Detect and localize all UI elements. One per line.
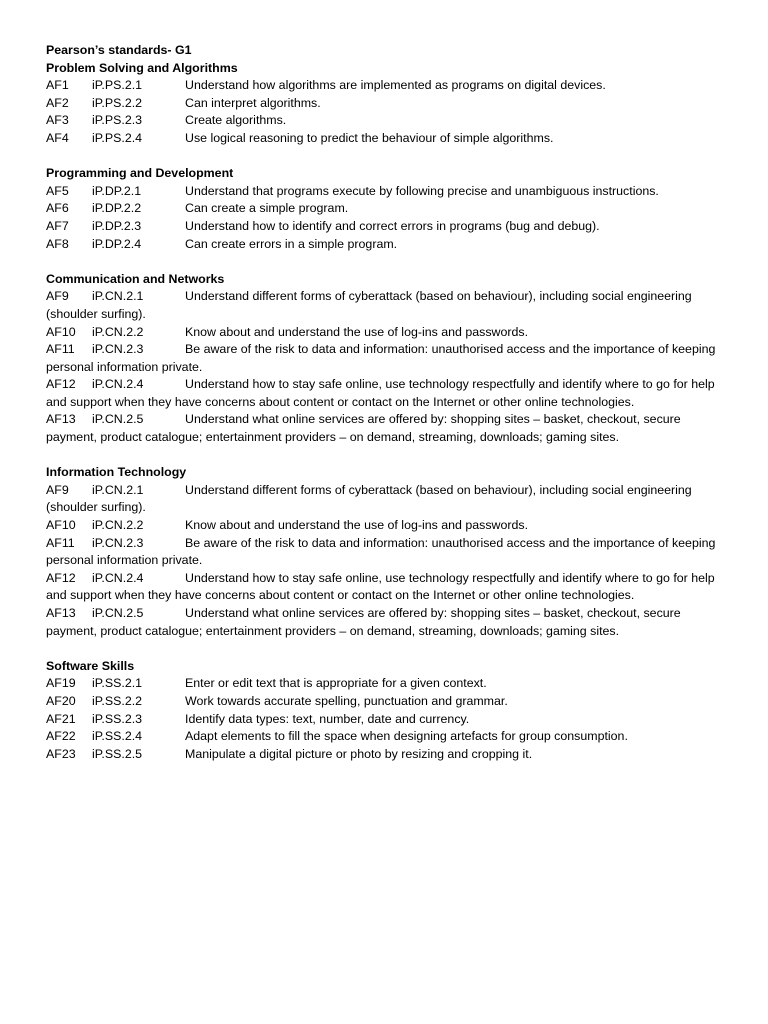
standard-description: Create algorithms. [185, 113, 287, 128]
standard-description: Can create a simple program. [185, 201, 349, 216]
standard-code: iP.CN.2.3 [92, 535, 144, 550]
standard-code: iP.PS.2.1 [92, 78, 143, 93]
af-code: AF1 [46, 78, 69, 93]
standard-description: Be aware of the risk to data and information: unauthorised access and the importance of keeping personal information private. [46, 535, 716, 568]
af-code: AF2 [46, 95, 69, 110]
af-code: AF22 [46, 729, 76, 744]
standard-description: Understand what online services are offered by: shopping sites – basket, checkout, secure payment, product catalogue; entertainment providers – on demand, streaming, downloads; gaming sites. [46, 606, 681, 638]
standards-section [46, 271, 726, 447]
standard-description: Know about and understand the use of log-ins and passwords. [185, 518, 529, 533]
standard-description: Manipulate a digital picture or photo by resizing and cropping it. [185, 746, 533, 761]
standard-description: Adapt elements to fill the space when designing artefacts for group consumption. [185, 729, 628, 744]
standard-description: Understand how algorithms are implemented as programs on digital devices. [185, 78, 606, 93]
standard-description: Use logical reasoning to predict the behaviour of simple algorithms. [185, 130, 554, 145]
standard-description: Understand how to stay safe online, use technology respectfully and identify where to go for help and support when they have concerns about content or contact on the Internet or other online technologies. [46, 377, 715, 409]
standards-sections [46, 60, 726, 764]
standard-description: Understand different forms of cyberattack (based on behaviour), including social engineering (shoulder surfing). [46, 482, 692, 515]
standard-code: iP.SS.2.5 [92, 746, 143, 761]
standard-description: Enter or edit text that is appropriate for a given context. [185, 676, 487, 691]
af-code: AF21 [46, 711, 76, 726]
standard-row [46, 746, 726, 764]
standard-code: iP.CN.2.4 [92, 377, 144, 392]
standard-row [46, 218, 726, 236]
af-code: AF20 [46, 693, 76, 708]
standard-description: Understand different forms of cyberattack (based on behaviour), including social engineering (shoulder surfing). [46, 289, 692, 321]
af-code: AF4 [46, 130, 69, 145]
standard-row [46, 517, 726, 535]
standard-code: iP.CN.2.4 [92, 570, 144, 585]
af-code: AF19 [46, 676, 76, 691]
standards-section [46, 60, 726, 148]
af-code: AF3 [46, 113, 69, 128]
standard-row [46, 693, 726, 711]
section-heading: Problem Solving and Algorithms [46, 60, 238, 75]
standard-row [46, 183, 726, 201]
standard-description: Can interpret algorithms. [185, 95, 321, 110]
af-code: AF7 [46, 218, 69, 233]
af-code: AF11 [46, 342, 75, 357]
standard-row [46, 711, 726, 729]
standard-code: iP.CN.2.5 [92, 412, 144, 427]
standard-row [46, 288, 726, 323]
standard-code: iP.CN.2.2 [92, 324, 144, 339]
section-heading: Communication and Networks [46, 271, 225, 286]
standard-row [46, 95, 726, 113]
section-heading: Information Technology [46, 465, 187, 480]
af-code: AF13 [46, 412, 76, 427]
standard-code: iP.CN.2.1 [92, 482, 144, 497]
document-title: Pearson’s standards- G1 [46, 43, 192, 57]
document-page [46, 42, 726, 781]
standard-row [46, 77, 726, 95]
standard-row [46, 130, 726, 148]
af-code: AF9 [46, 289, 69, 304]
standard-description: Understand what online services are offered by: shopping sites – basket, checkout, secure payment, product catalogue; entertainment providers – on demand, streaming, downloads; gaming sites. [46, 412, 681, 445]
standard-row [46, 200, 726, 218]
standard-code: iP.SS.2.1 [92, 676, 143, 691]
standard-row [46, 535, 726, 570]
standard-description: Identify data types: text, number, date and currency. [185, 711, 470, 726]
standards-section [46, 165, 726, 253]
af-code: AF23 [46, 746, 76, 761]
standard-description: Know about and understand the use of log-ins and passwords. [185, 324, 529, 339]
af-code: AF10 [46, 324, 76, 339]
standard-row [46, 411, 726, 446]
standards-section [46, 464, 726, 640]
standard-code: iP.SS.2.2 [92, 693, 143, 708]
standard-row [46, 112, 726, 130]
section-heading: Programming and Development [46, 166, 234, 181]
standard-description: Can create errors in a simple program. [185, 236, 398, 251]
standard-row [46, 605, 726, 640]
standard-code: iP.DP.2.3 [92, 218, 142, 233]
af-code: AF12 [46, 570, 76, 585]
af-code: AF6 [46, 201, 69, 216]
standard-code: iP.SS.2.4 [92, 729, 143, 744]
af-code: AF8 [46, 236, 69, 251]
standard-code: iP.PS.2.4 [92, 130, 143, 145]
standard-description: Understand how to stay safe online, use technology respectfully and identify where to go for help and support when they have concerns about content or contact on the Internet or other online technologies. [46, 570, 715, 603]
standard-code: iP.SS.2.3 [92, 711, 143, 726]
standards-section [46, 658, 726, 764]
standard-code: iP.PS.2.2 [92, 95, 143, 110]
af-code: AF11 [46, 535, 75, 550]
standard-code: iP.DP.2.1 [92, 183, 142, 198]
standard-row [46, 236, 726, 254]
standard-row [46, 728, 726, 746]
standard-code: iP.CN.2.2 [92, 518, 144, 533]
standard-row [46, 570, 726, 605]
standard-row [46, 324, 726, 342]
standard-row [46, 675, 726, 693]
standard-code: iP.DP.2.2 [92, 201, 142, 216]
standard-code: iP.DP.2.4 [92, 236, 142, 251]
standard-description: Understand that programs execute by following precise and unambiguous instructions. [185, 183, 659, 198]
standard-row [46, 482, 726, 517]
af-code: AF10 [46, 518, 76, 533]
standard-code: iP.CN.2.1 [92, 289, 144, 304]
standard-code: iP.CN.2.3 [92, 342, 144, 357]
section-heading: Software Skills [46, 658, 135, 673]
standard-row [46, 341, 726, 376]
standard-description: Be aware of the risk to data and information: unauthorised access and the importance of keeping personal information private. [46, 342, 716, 374]
af-code: AF5 [46, 183, 69, 198]
af-code: AF9 [46, 482, 69, 497]
standard-description: Understand how to identify and correct errors in programs (bug and debug). [185, 218, 600, 233]
standard-row [46, 376, 726, 411]
standard-description: Work towards accurate spelling, punctuation and grammar. [185, 693, 508, 708]
af-code: AF12 [46, 377, 76, 392]
af-code: AF13 [46, 606, 76, 620]
standard-code: iP.PS.2.3 [92, 113, 143, 128]
standard-code: iP.CN.2.5 [92, 606, 144, 620]
